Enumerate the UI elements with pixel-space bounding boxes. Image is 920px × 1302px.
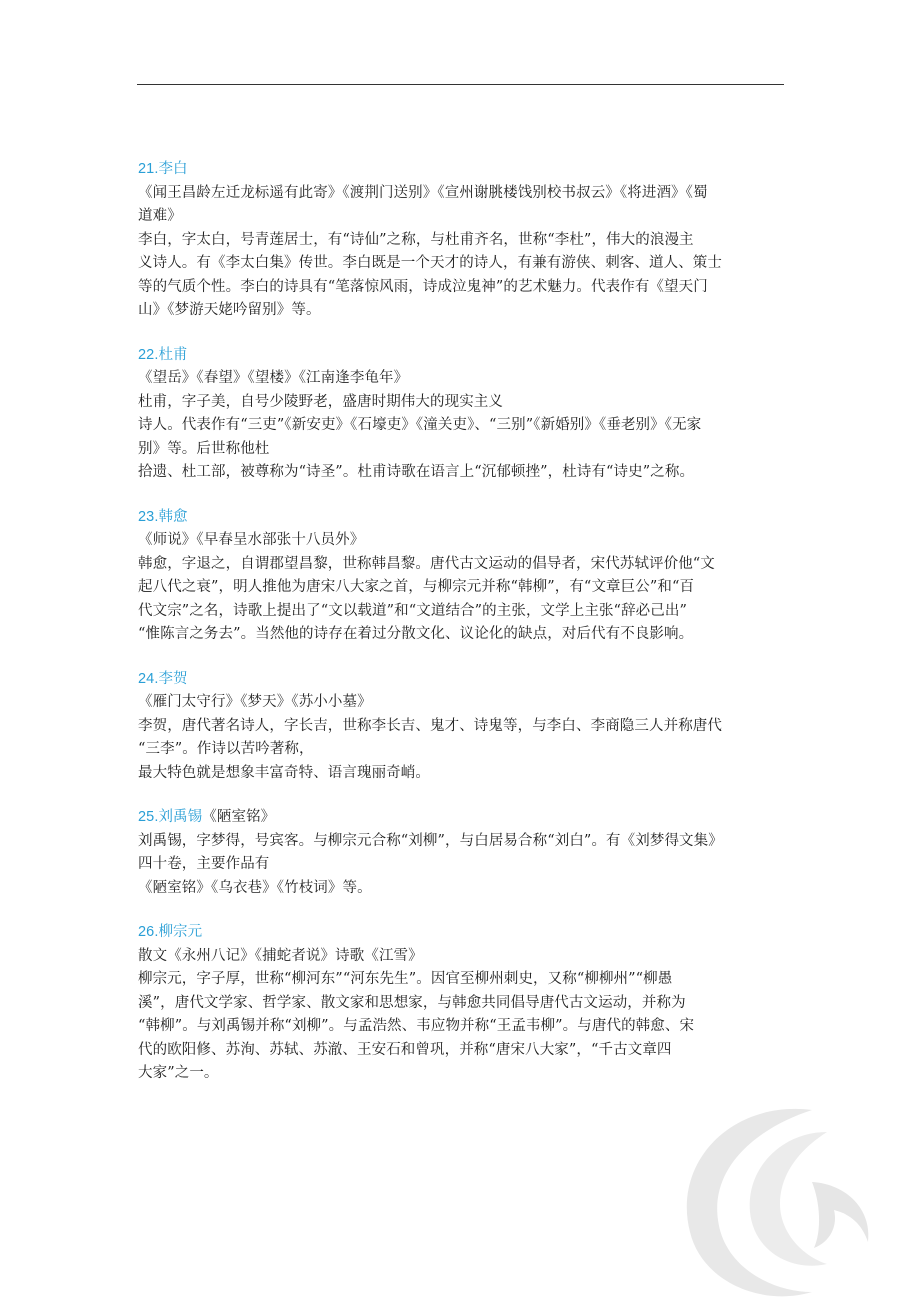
text-line: 最大特色就是想象丰富奇特、语言瑰丽奇峭。 — [138, 764, 430, 781]
section-title: 21.李白 — [138, 161, 188, 177]
text-line: 拾遗、杜工部，被尊称为“诗圣”。杜甫诗歌在语言上“沉郁顿挫”，杜诗有“诗史”之称。 — [138, 464, 695, 480]
text-line: 诗人。代表作有“三吏”《新安吏》《石壕吏》《潼关吏》、“三别”《新婚别》《垂老别》《无家 — [138, 417, 702, 433]
text-line: “惟陈言之务去”。当然他的诗存在着过分散文化、议论化的缺点，对后代有不良影响。 — [138, 626, 694, 642]
text-line: 义诗人。有《李太白集》传世。李白既是一个天才的诗人，有兼有游侠、刺客、道人、策士 — [138, 255, 722, 271]
section-li-he — [138, 668, 786, 786]
text-line: 《陋室铭》《乌衣巷》《竹枝词》等。 — [138, 879, 372, 896]
text-line: 代文宗”之名，诗歌上提出了“文以载道”和“文道结合”的主张，文学上主张“辞必己出” — [138, 602, 687, 619]
section-liu-zongyuan — [138, 921, 786, 1086]
dolphin-logo-icon — [662, 1092, 890, 1302]
section-heading — [138, 344, 786, 368]
text-line: 溪”，唐代文学家、哲学家、散文家和思想家，与韩愈共同倡导唐代古文运动，并称为 — [138, 994, 686, 1011]
text-line: 别》等。后世称他杜 — [138, 440, 270, 457]
section-title: 25.刘禹锡 — [138, 809, 203, 825]
text-line: 刘禹锡，字梦得，号宾客。与柳宗元合称“刘柳”，与白居易合称“刘白”。有《刘梦得文集》 — [138, 832, 723, 849]
text-line: 李贺，唐代著名诗人，字长吉，世称李长吉、鬼才、诗鬼等，与李白、李商隐三人并称唐代 — [138, 717, 722, 734]
text-line: 韩愈，字退之，自谓郡望昌黎，世称韩昌黎。唐代古文运动的倡导者，宋代苏轼评价他“文 — [138, 555, 715, 572]
text-line: 起八代之衰”，明人推他为唐宋八大家之首，与柳宗元并称“韩柳”，有“文章巨公”和“百 — [138, 579, 695, 595]
header-rule — [137, 84, 784, 85]
section-heading — [138, 921, 786, 945]
text-line: 道难》 — [138, 208, 182, 224]
text-line: 《师说》《早春呈水部张十八员外》 — [138, 532, 365, 548]
text-line: 散文《永州八记》《捕蛇者说》诗歌《江雪》 — [138, 947, 423, 964]
document-body — [138, 158, 786, 1107]
text-line: 《望岳》《春望》《望楼》《江南逢李龟年》 — [138, 370, 409, 386]
section-title: 24.李贺 — [138, 670, 188, 687]
section-li-bai — [138, 158, 786, 323]
text-line: 代的欧阳修、苏洵、苏轼、苏澈、王安石和曾巩，并称“唐宋八大家”，“千古文章四 — [138, 1041, 672, 1058]
text-line: 《雁门太守行》《梦天》《苏小小墓》 — [138, 694, 372, 710]
text-line: 杜甫，字子美，自号少陵野老，盛唐时期伟大的现实主义 — [138, 393, 503, 410]
text-line: 等的气质个性。李白的诗具有“笔落惊风雨，诗成泣鬼神”的艺术魅力。代表作有《望天门 — [138, 278, 708, 295]
section-title: 22.杜甫 — [138, 346, 188, 363]
text-line: 四十卷，主要作品有 — [138, 856, 270, 872]
section-liu-yuxi — [138, 806, 786, 900]
section-title-suffix: 《陋室铭》 — [202, 809, 276, 825]
text-line: 山》《梦游天姥吟留别》等。 — [138, 302, 321, 318]
text-line: 《闻王昌龄左迁龙标遥有此寄》《渡荆门送别》《宣州谢朓楼饯别校书叔云》《将进酒》《蜀 — [138, 184, 708, 201]
section-heading — [138, 806, 786, 830]
text-line: “三李”。作诗以苦吟著称， — [138, 741, 314, 757]
section-heading — [138, 506, 786, 530]
text-line: 柳宗元，字子厚，世称“柳河东”“河东先生”。因官至柳州刺史，又称“柳柳州”“柳愚 — [138, 971, 673, 987]
section-title: 23.韩愈 — [138, 508, 188, 525]
section-heading — [138, 158, 786, 182]
text-line: “韩柳”。与刘禹锡并称“刘柳”。与孟浩然、韦应物并称“王孟韦柳”。与唐代的韩愈、宋 — [138, 1018, 695, 1034]
section-du-fu — [138, 344, 786, 485]
section-heading — [138, 668, 786, 692]
text-line: 李白，字太白，号青莲居士，有“诗仙”之称，与杜甫齐名，世称“李杜”，伟大的浪漫主 — [138, 231, 694, 248]
section-title: 26.柳宗元 — [138, 924, 203, 940]
text-line: 大家”之一。 — [138, 1065, 219, 1081]
section-han-yu — [138, 506, 786, 647]
